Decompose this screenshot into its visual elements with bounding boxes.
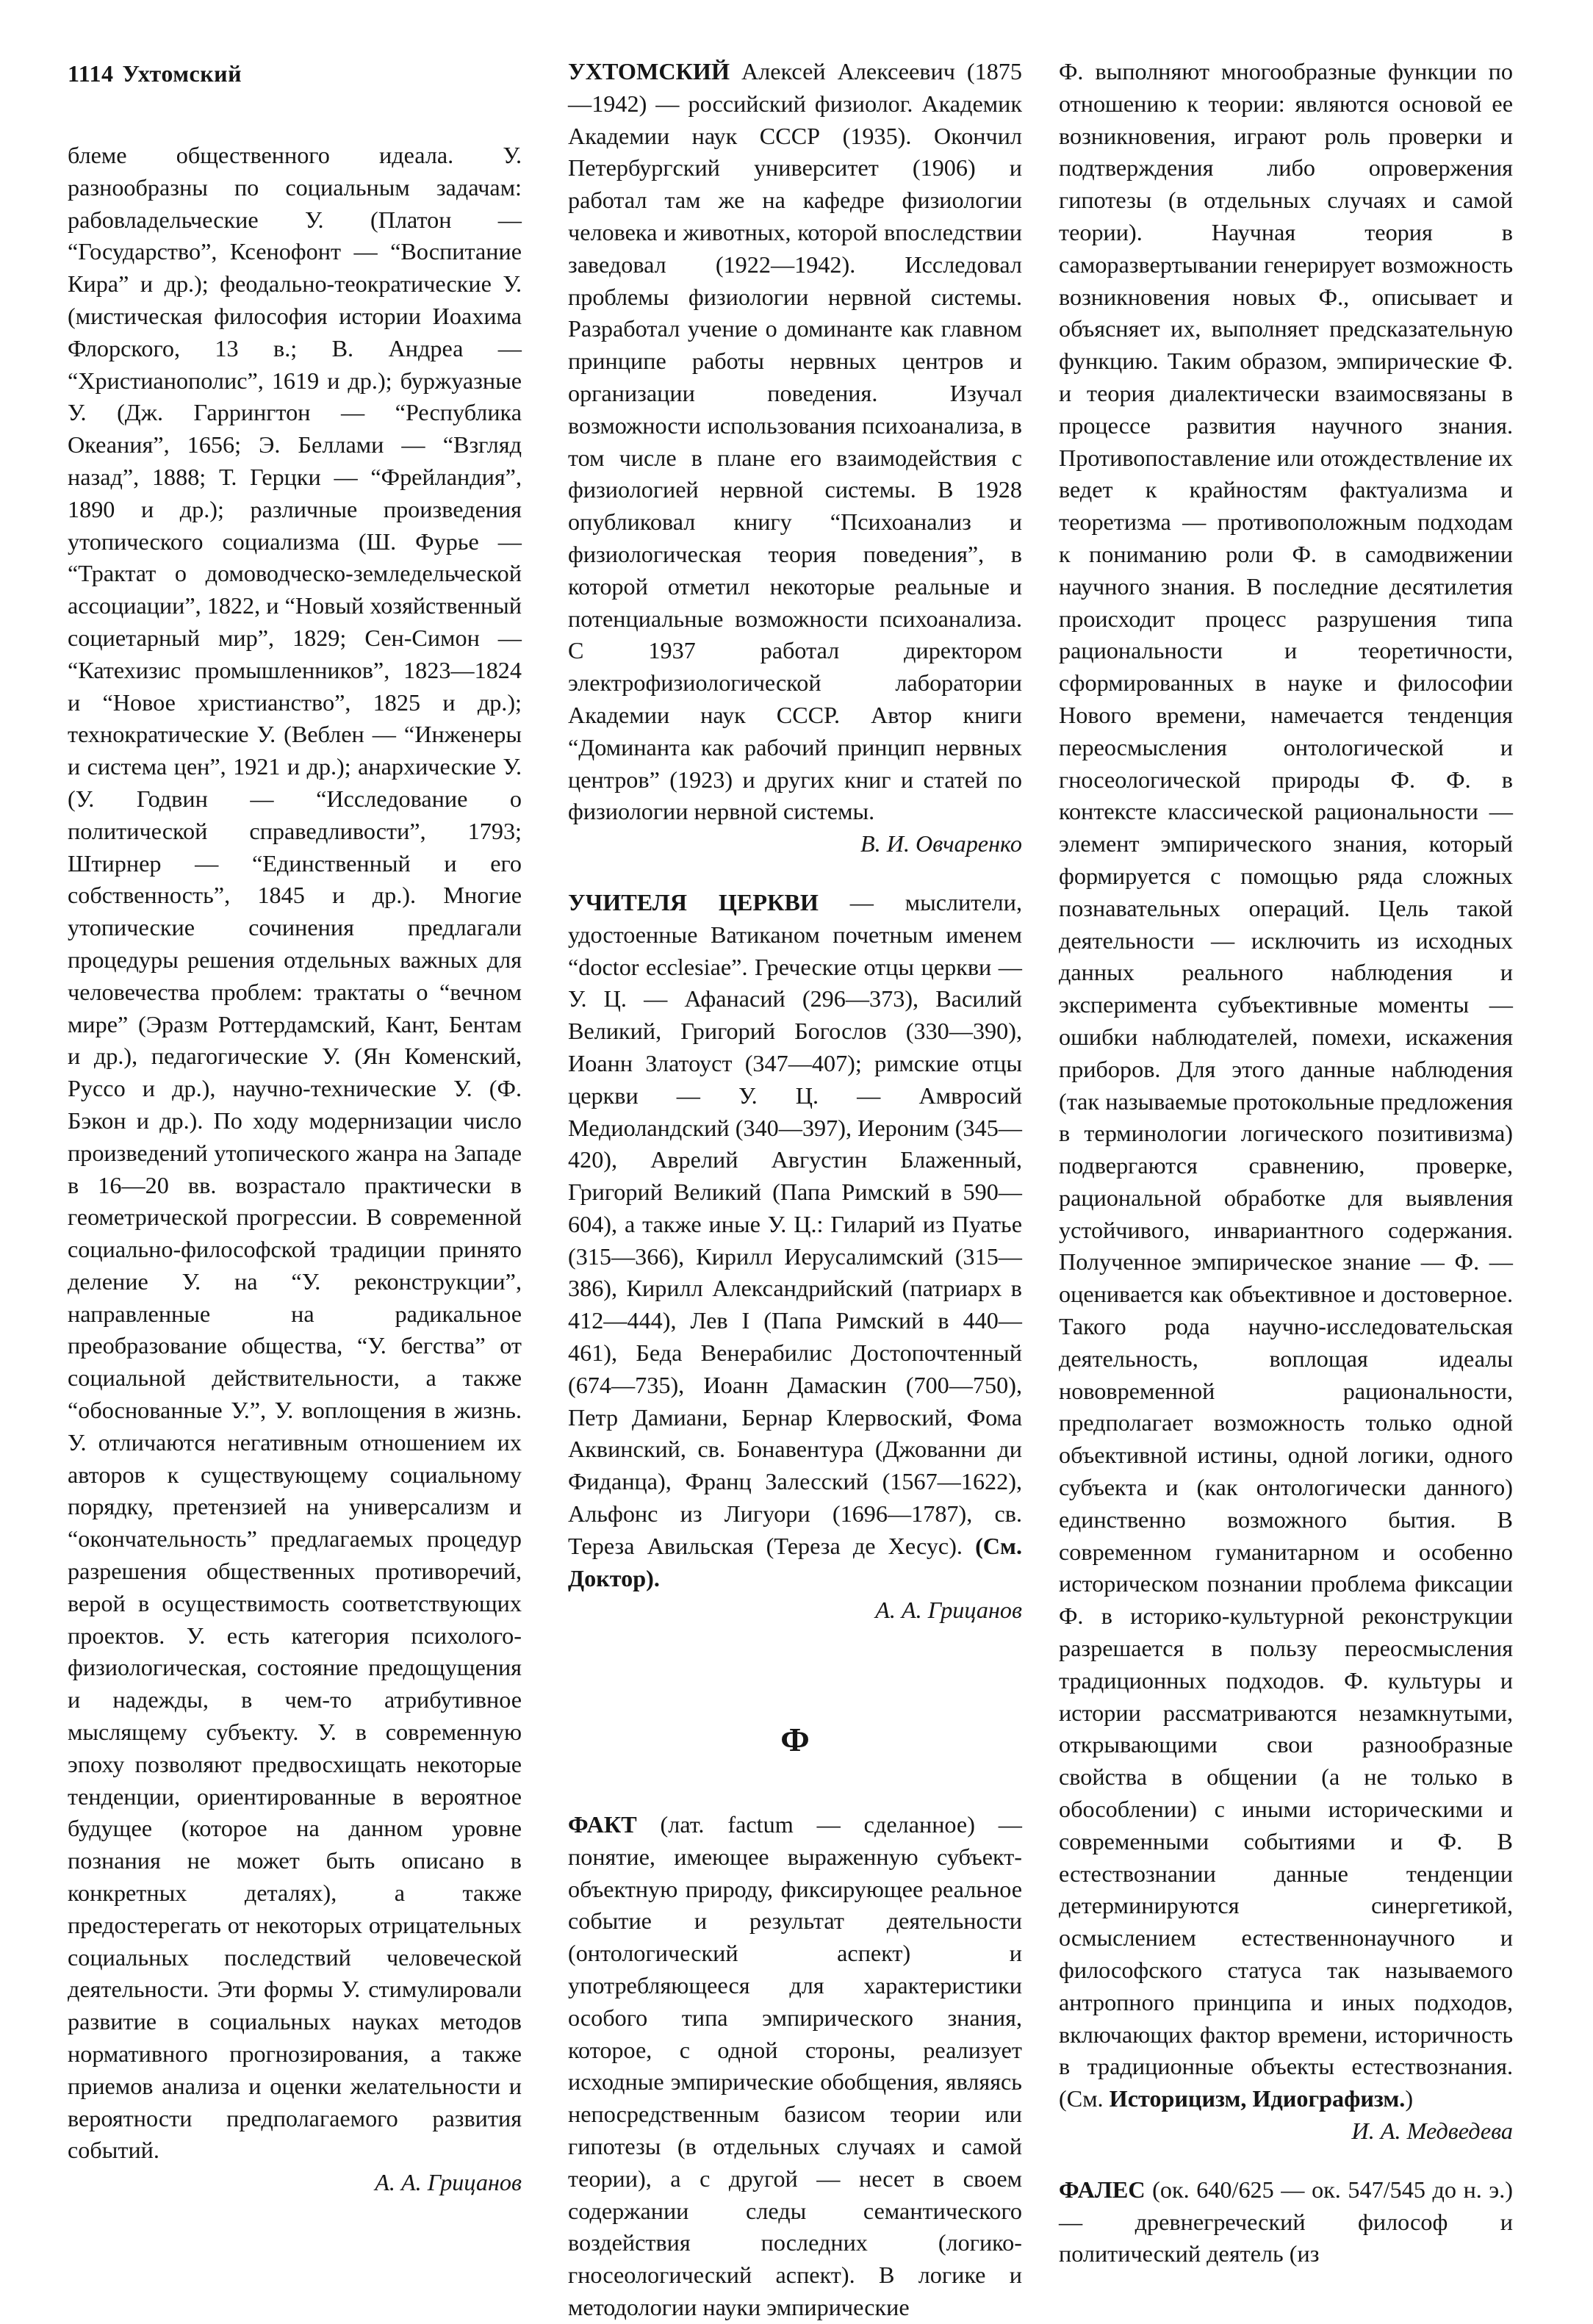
author-signature: В. И. Овчаренко [860,830,1022,857]
entry-fact [568,1809,1022,2324]
running-title: Ухтомский [122,60,242,87]
entry-text: — мыслители, удостоенные Ватиканом почетным именем “doctor ecclesiae”. Греческие отцы церкви — У. Ц. — Афанасий (296—373), Василий Великий, Григорий Богослов (330—390), Иоанн Златоуст (347—407); римские отцы церкви — У. Ц. — Амвросий Медиоландский (340—397), Иероним (345—420), Аврелий Августин Блаженный, Григорий Великий (Папа Римский в 590—604), а также иные У. Ц.: Гиларий из Пуатье (315—366), Кирилл Иерусалимский (315—386), Кирилл Александрийский (патриарх в 412—444), Лев I (Папа Римский в 440—461), Беда Венерабилис Достопочтенный (674—735), Иоанн Дамаскин (700—750), Петр Дамиани, Бернар Клервоский, Фома Аквинский, св. Бонавентура (Джованни ди Фиданца), Франц Залесский (1567—1622), Альфонс из Лигуори (1696—1787), св. Тереза Авильская (Тереза де Хесус). [568,888,1022,1559]
author-signature: И. А. Медведева [1351,2118,1513,2144]
entry-ukhtomsky [568,56,1022,828]
headword: ФАКТ [568,1811,637,1838]
page-header [68,60,242,87]
entry-text: Алексей Алексеевич (1875—1942) — российский физиолог. Академик Академии наук СССР (1935). Окончил Петербургский университет (1906) и работал там же на кафедре физиологии человека и животных, которой впоследствии заведовал (1922—1942). Исследовал проблемы физиологии нервной системы. Разработал учение о доминанте как главном принципе работы нервных центров и организации поведения. Изучал возможности использования психоанализа, в том числе в плане его взаимодействия с физиологией нервной системы. В 1928 опубликовал книгу “Психоанализ и физиологическая теория поведения”, в которой отметил некоторые реальные и потенциальные возможности психоанализа. С 1937 работал директором электрофизиологической лаборатории Академии наук СССР. Автор книги “Доминанта как рабочий принцип нервных центров” (1923) и других книг и статей по физиологии нервной системы. [568,58,1022,825]
utopia-entry-continuation: блеме общественного идеала. У. разнообразны по социальным задачам: рабовладельческие У. (Платон — “Государство”, Ксенофонт — “Воспитание Кира” и др.); феодально-теократические У. (мистическая философия истории Иоахима Флорского, 13 в.; В. Андреа — “Христианополис”, 1619 и др.); буржуазные У. (Дж. Гаррингтон — “Республика Океания”, 1656; Э. Беллами — “Взгляд назад”, 1888; Т. Герцки — “Фрейландия”, 1890 и др.); различные произведения утопического социализма (Ш. Фурье — “Трактат о домоводческо-земледельческой ассоциации”, 1822, и “Новый хозяйственный социетарный мир”, 1829; Сен-Симон — “Катехизис промышленников”, 1823—1824 и “Новое христианство”, 1825 и др.); технократические У. (Веблен — “Инженеры и система цен”, 1921 и др.); анархические У. (У. Годвин — “Исследование о политической справедливости”, 1793; Штирнер — “Единственный и его собственность”, 1845 и др.). Многие утопические сочинения предлагали процедуры решения отдельных важных для человечества проблем: трактаты о “вечном мире” (Эразм Роттердамский, Кант, Бентам и др.), педагогические У. (Ян Коменский, Руссо и др.), научно-технические У. (Ф. Бэкон и др.). По ходу модернизации число произведений утопического жанра на Западе в 16—20 вв. возрастало практически в геометрической прогрессии. В современной социально-философской традиции принято деление У. на “У. реконструкции”, направленные на радикальное преобразование общества, “У. бегства” от социальной действительности, а также “обоснованные У.”, У. воплощения в жизнь. У. отличаются негативным отношением их авторов к существующему социальному порядку, претензией на универсализм и “окончательность” предлагаемых процедур разрешения общественных противоречий, верой в осуществимость соответствующих проектов. У. есть категория психолого-физиологическая, состояние предощущения и надежды, в чем-то атрибутивное мыслящему субъекту. У. в современную эпоху позволяют предвосхищать некоторые тенденции, ориентированные в вероятное будущее (которое на данном уровне познания не может быть описано в конкретных деталях), а также предостерегать от некоторых отрицательных социальных последствий человеческой деятельности. Эти формы У. стимулировали развитие в социальных науках методов нормативного прогнозирования, а также приемов анализа и оценки желательности и вероятности предполагаемого развития событий. [68,142,522,2164]
column-middle [568,56,1022,2324]
entry-text: (лат. factum — сделанное) — понятие, имеющее выраженную субъект-объектную природу, фиксирующее реальное событие и результат деятельности (онтологический аспект) и употребляющееся для характеристики особого типа эмпирического знания, которое, с одной стороны, реализует исходные эмпирические обобщения, являясь непосредственным базисом теории или гипотезы (в отдельных случаях и самой теории), а с другой — несет в своем содержании следы семантического воздействия последних (логико-гносеологический аспект). В логике и методологии науки эмпирические [568,1811,1022,2320]
entry-thales [1059,2174,1513,2270]
headword: ФАЛЕС [1059,2176,1146,2203]
section-letter: Ф [780,1721,810,1759]
headword: УЧИТЕЛЯ ЦЕРКВИ [568,888,819,915]
page-number: 1114 [68,60,114,87]
fact-entry-continuation: Ф. выполняют многообразные функции по отношению к теории: являются основой ее возникновения, играют роль проверки и подтверждения либо опровержения гипотезы (в отдельных случаях и самой теории). Научная теория в саморазвертывании генерирует возможность возникновения новых Ф., описывает и объясняет их, выполняет предсказательную функцию. Таким образом, эмпирические Ф. и теория диалектически взаимосвязаны в процессе развития научного знания. Противопоставление или отождествление их ведет к крайностям фактуализма и теоретизма — противоположным подходам к пониманию роли Ф. в самодвижении научного знания. В последние десятилетия происходит процесс разрушения типа рациональности и теоретичности, сформированных в науке и философии Нового времени, намечается тенденция переосмысления онтологической и гносеологической природы Ф. Ф. в контексте классической рациональности — элемент эмпирического знания, который формируется с помощью ряда сложных познавательных операций. Цель такой деятельности — исключить из исходных данных реального наблюдения и эксперимента субъективные моменты — ошибки наблюдателей, помехи, искажения приборов. Для этого данные наблюдения (так называемые протокольные предложения в терминологии логического позитивизма) подвергаются сравнению, проверке, рациональной обработке для выявления устойчивого, инвариантного содержания. Полученное эмпирическое знание — Ф. — оценивается как объективное и достоверное. Такого рода научно-исследовательская деятельность, воплощая идеалы нововременной рациональности, предполагает возможность только одной объективной истины, одной логики, одного субъекта и (как онтологически данного) единственно возможного бытия. В современном гуманитарном и особенно историческом познании проблема фиксации Ф. в историко-культурной реконструкции разрешается в пользу переосмысления традиционных подходов. Ф. культуры и истории рассматриваются незамкнутыми, открывающими свои разнообразные свойства в общении (а не только в обособлении) с иными историческими и современными событиями и Ф. В естествознании данные тенденции детерминируются синергетикой, осмыслением естественнонаучного и философского статуса так называемого антропного принципа и иных подходов, включающих фактор времени, историчность в традиционные объекты естествознания. (См. Историцизм, Идиографизм.) [1059,58,1513,2112]
column-left [68,140,522,2199]
cross-reference: Историцизм, Идиографизм. [1109,2085,1406,2112]
entry-text: (ок. 640/625 — ок. 547/545 до н. э.) — древнегреческий философ и политический деятель (из [1059,2176,1513,2267]
column-right [1059,56,1513,2270]
author-signature: А. А. Грицанов [875,1597,1022,1624]
author-signature: А. А. Грицанов [375,2169,522,2196]
cross-reference: (См. Доктор). [568,1532,1022,1591]
entry-teachers-of-church [568,887,1022,1595]
headword: УХТОМСКИЙ [568,58,730,84]
